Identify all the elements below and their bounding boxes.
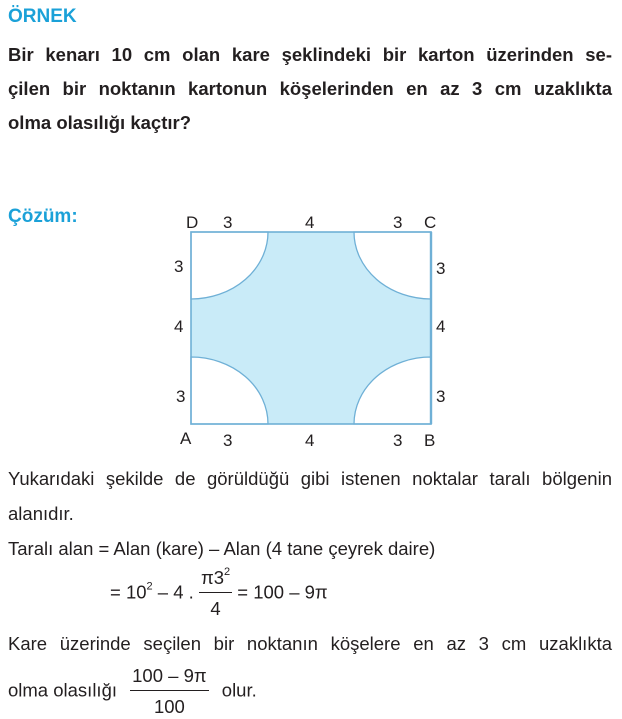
equation-prefix: = 10 xyxy=(110,581,147,603)
bottom-segment-label: 3 xyxy=(393,431,403,450)
equation-prefix-exponent: 2 xyxy=(146,580,153,593)
answer-fraction xyxy=(130,664,209,719)
solution-heading: Çözüm: xyxy=(8,206,78,227)
vertex-b: B xyxy=(424,431,436,450)
explanation-line: alanıdır. xyxy=(8,503,74,524)
bottom-segment-label: 4 xyxy=(305,431,315,450)
top-segment-label: 4 xyxy=(305,213,315,232)
answer-line xyxy=(8,664,257,719)
answer-denominator: 100 xyxy=(153,696,185,717)
answer-prefix: olma olasılığı xyxy=(8,679,117,701)
left-segment-label: 3 xyxy=(174,257,184,276)
conclusion-line: Kare üzerinde seçilen bir noktanın köşelere en az 3 cm uzaklıkta xyxy=(8,633,612,654)
equation-result: = 100 – 9π xyxy=(237,581,328,603)
bottom-segment-label: 3 xyxy=(223,431,233,450)
equation-minus: – 4 . xyxy=(152,581,194,603)
example-heading: ÖRNEK xyxy=(8,6,77,27)
explanation-line: Yukarıdaki şekilde de görüldüğü gibi istenen noktalar taralı bölgenin xyxy=(8,468,612,489)
left-segment-label: 3 xyxy=(176,387,186,406)
right-segment-label: 4 xyxy=(436,317,446,336)
question-line: çilen bir noktanın kartonun köşelerinden en az 3 cm uzaklıkta xyxy=(8,78,612,99)
answer-suffix: olur. xyxy=(221,679,257,701)
vertex-c: C xyxy=(424,213,437,232)
left-segment-label: 4 xyxy=(174,317,184,336)
fraction-numerator: π3 xyxy=(200,567,224,588)
top-segment-label: 3 xyxy=(223,213,233,232)
fraction-denominator: 4 xyxy=(210,598,221,619)
top-segment-label: 3 xyxy=(393,213,403,232)
vertex-a: A xyxy=(180,429,192,448)
fraction-numerator-exponent: 2 xyxy=(224,566,231,578)
right-segment-label: 3 xyxy=(436,259,446,278)
right-segment-label: 3 xyxy=(436,387,446,406)
question-line: Bir kenarı 10 cm olan kare şeklindeki bir karton üzerinden se- xyxy=(8,44,612,65)
answer-numerator: 100 – 9π xyxy=(130,664,209,691)
equation xyxy=(110,566,328,621)
question-line: olma olasılığı kaçtır? xyxy=(8,112,192,133)
area-line: Taralı alan = Alan (kare) – Alan (4 tane çeyrek daire) xyxy=(8,538,436,559)
vertex-d: D xyxy=(186,213,199,232)
equation-fraction xyxy=(199,566,232,621)
